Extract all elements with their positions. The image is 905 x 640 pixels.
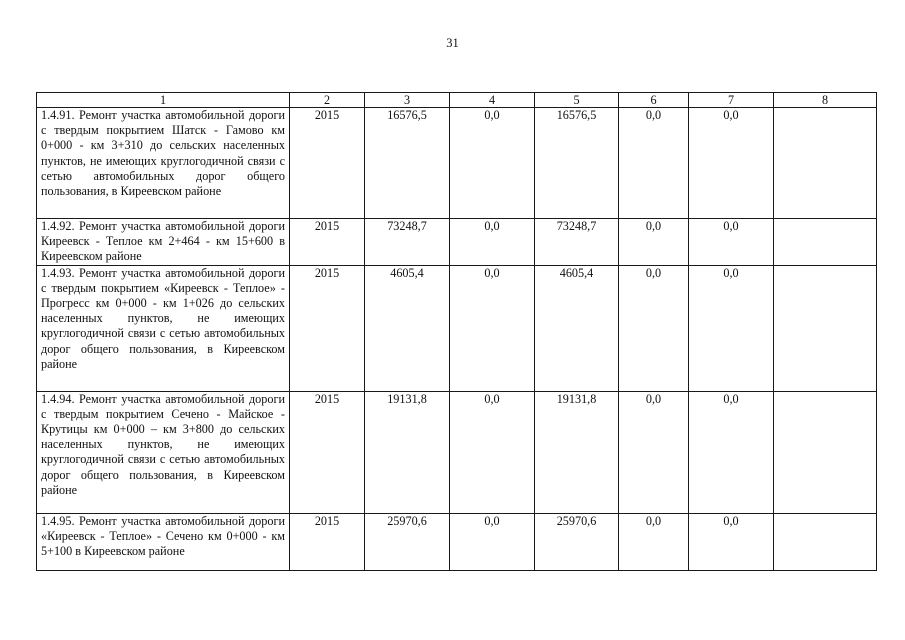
column-header-3: 3 (365, 93, 450, 108)
row-description: 1.4.95. Ремонт участка автомобильной дороги «Киреевск - Теплое» - Сечено км 0+000 - км 5+100 в Киреевском районе (37, 513, 290, 570)
table-row (37, 391, 877, 513)
row-col-7: 0,0 (689, 108, 774, 219)
row-col-5: 4605,4 (535, 265, 619, 391)
column-header-2: 2 (290, 93, 365, 108)
row-year: 2015 (290, 219, 365, 266)
column-header-4: 4 (450, 93, 535, 108)
column-header-1: 1 (37, 93, 290, 108)
row-col-6: 0,0 (619, 391, 689, 513)
row-year: 2015 (290, 513, 365, 570)
row-col-5: 19131,8 (535, 391, 619, 513)
row-year: 2015 (290, 391, 365, 513)
row-col-8 (774, 513, 877, 570)
row-col-5: 73248,7 (535, 219, 619, 266)
table-row (37, 219, 877, 266)
row-description: 1.4.93. Ремонт участка автомобильной дороги с твердым покрытием «Киреевск - Теплое» - Прогресс км 0+000 - км 1+026 до сельских населенных пунктов, не имеющих круглогодичной связи с сетью автомобильных дорог общего пользования, в Киреевском районе (37, 265, 290, 391)
row-col-4: 0,0 (450, 219, 535, 266)
row-col-8 (774, 108, 877, 219)
row-description: 1.4.94. Ремонт участка автомобильной дороги с твердым покрытием Сечено - Майское - Крутицы км 0+000 – км 3+800 до сельских населенных пунктов, не имеющих круглогодичной связи с сетью автомобильных дорог общего пользования, в Киреевском районе (37, 391, 290, 513)
table-row (37, 108, 877, 219)
column-header-6: 6 (619, 93, 689, 108)
row-year: 2015 (290, 265, 365, 391)
row-description: 1.4.92. Ремонт участка автомобильной дороги Киреевск - Теплое км 2+464 - км 15+600 в Киреевском районе (37, 219, 290, 266)
column-header-5: 5 (535, 93, 619, 108)
row-col-6: 0,0 (619, 108, 689, 219)
row-col-6: 0,0 (619, 265, 689, 391)
row-col-3: 4605,4 (365, 265, 450, 391)
page-number: 31 (446, 36, 459, 50)
row-col-4: 0,0 (450, 513, 535, 570)
row-col-3: 19131,8 (365, 391, 450, 513)
row-description: 1.4.91. Ремонт участка автомобильной дороги с твердым покрытием Шатск - Гамово км 0+000 - км 3+310 до сельских населенных пунктов, не имеющих круглогодичной связи с сетью автомобильных дорог общего пользования, в Киреевском районе (37, 108, 290, 219)
row-col-5: 25970,6 (535, 513, 619, 570)
program-table (36, 92, 877, 571)
row-col-6: 0,0 (619, 513, 689, 570)
row-col-8 (774, 391, 877, 513)
table-row (37, 513, 877, 570)
row-col-7: 0,0 (689, 219, 774, 266)
row-col-5: 16576,5 (535, 108, 619, 219)
column-header-7: 7 (689, 93, 774, 108)
row-col-7: 0,0 (689, 391, 774, 513)
row-col-4: 0,0 (450, 265, 535, 391)
header-row (37, 93, 877, 108)
table-row (37, 265, 877, 391)
row-col-7: 0,0 (689, 265, 774, 391)
row-col-7: 0,0 (689, 513, 774, 570)
row-year: 2015 (290, 108, 365, 219)
row-col-3: 25970,6 (365, 513, 450, 570)
row-col-4: 0,0 (450, 108, 535, 219)
row-col-8 (774, 219, 877, 266)
row-col-3: 16576,5 (365, 108, 450, 219)
column-header-8: 8 (774, 93, 877, 108)
row-col-8 (774, 265, 877, 391)
row-col-3: 73248,7 (365, 219, 450, 266)
row-col-4: 0,0 (450, 391, 535, 513)
row-col-6: 0,0 (619, 219, 689, 266)
